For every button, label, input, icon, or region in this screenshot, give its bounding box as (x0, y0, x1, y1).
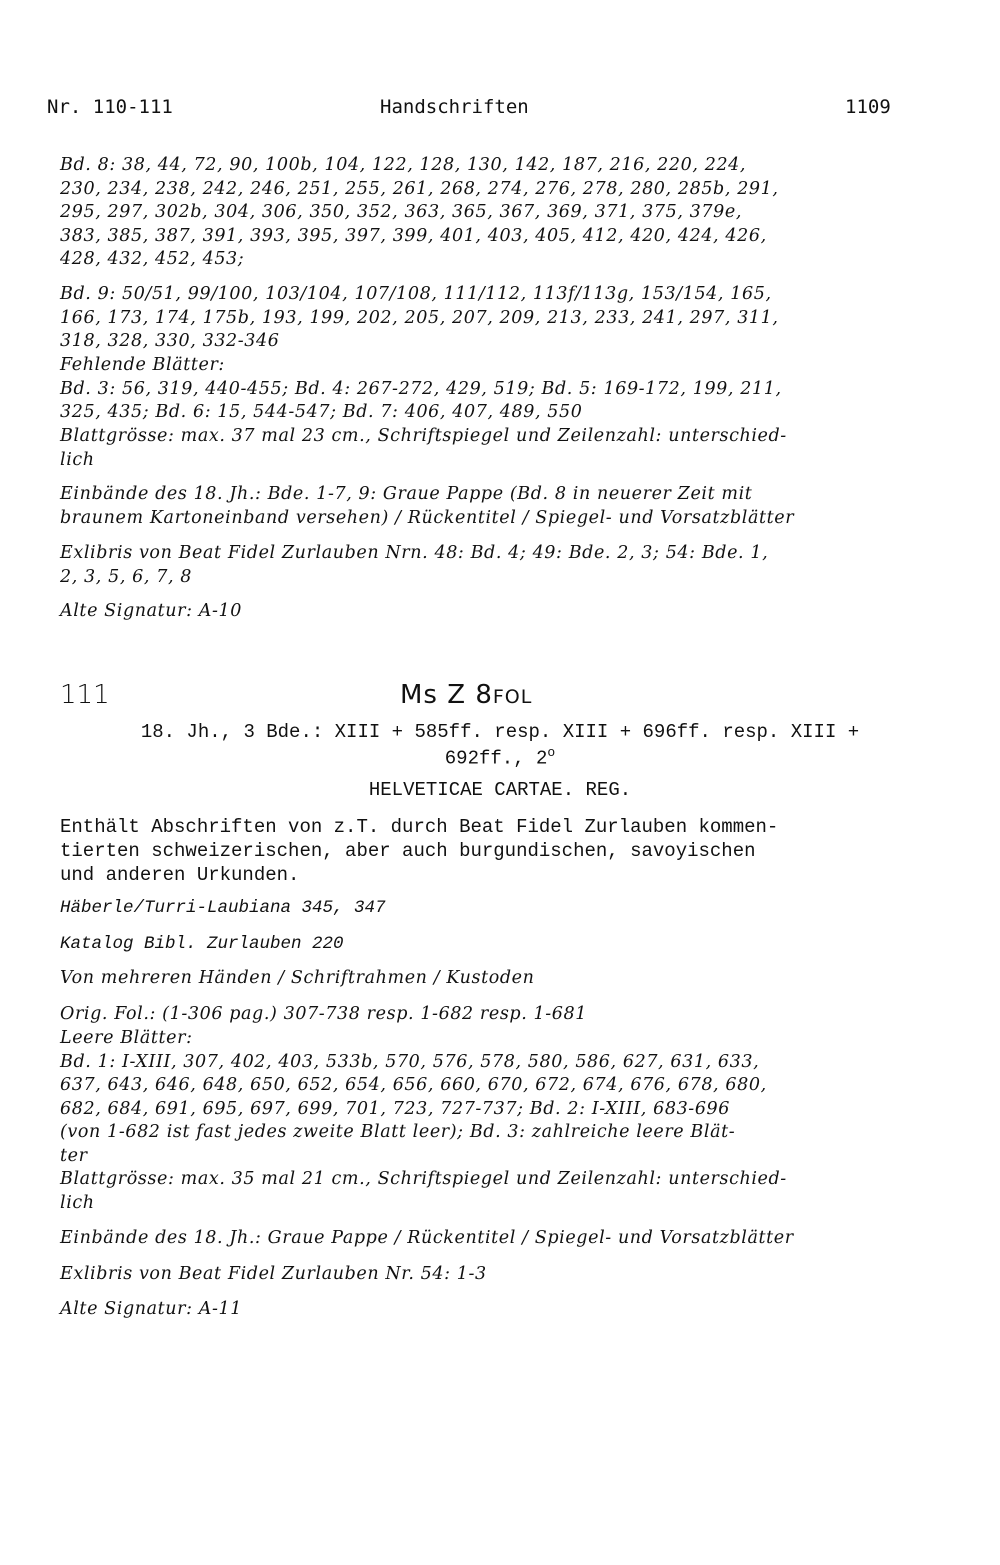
text-line: 318, 328, 330, 332-346 (60, 331, 280, 351)
text-line: Blattgrösse: max. 37 mal 23 cm., Schriftspiegel und Zeilenzahl: unterschied- (60, 426, 787, 446)
entry111-number: 111 (60, 680, 110, 710)
text-line: Enthält Abschriften von z.T. durch Beat Fidel Zurlauben kommen- (60, 816, 779, 838)
text-line: braunem Kartoneinband versehen) / Rückentitel / Spiegel- und Vorsatzblätter (60, 507, 795, 528)
text-line: 295, 297, 302b, 304, 306, 350, 352, 363, 365, 367, 369, 371, 375, 379e, (60, 202, 742, 222)
leere-heading: Leere Blätter: (60, 1028, 193, 1048)
text-line: Bd. 8: 38, 44, 72, 90, 100b, 104, 122, 128, 130, 142, 187, 216, 220, 224, (60, 155, 747, 175)
entry110-bd8-leaves (60, 154, 940, 272)
entry111-content (60, 815, 940, 887)
entry111-exlibris: Exlibris von Beat Fidel Zurlauben Nr. 54: 1-3 (60, 1264, 487, 1284)
text-line: Bd. 1: I-XIII, 307, 402, 403, 533b, 570, 576, 578, 580, 586, 627, 631, 633, (60, 1051, 760, 1072)
text-line: 230, 234, 238, 242, 246, 251, 255, 261, 268, 274, 276, 278, 280, 285b, 291, (60, 178, 779, 199)
entry111-bindings: Einbände des 18. Jh.: Graue Pappe / Rückentitel / Spiegel- und Vorsatzblätter (60, 1228, 794, 1248)
entry110-missing-leaves (60, 354, 940, 425)
entry111-empty-leaves (60, 1027, 940, 1168)
entry111-dating-line2 (0, 745, 1000, 769)
text-line: 383, 385, 387, 391, 393, 395, 397, 399, 401, 403, 405, 412, 420, 424, 426, (60, 225, 767, 246)
entry110-bindings (60, 483, 940, 530)
text-line: 166, 173, 174, 175b, 193, 199, 202, 205, 207, 209, 213, 233, 241, 297, 311, (60, 307, 779, 328)
text-line: 325, 435; Bd. 6: 15, 544-547; Bd. 7: 406, 407, 489, 550 (60, 402, 583, 422)
text-line: 2, 3, 5, 6, 7, 8 (60, 566, 193, 587)
dating-degree: o (547, 745, 556, 760)
text-line: und anderen Urkunden. (60, 864, 300, 886)
text-line: Blattgrösse: max. 35 mal 21 cm., Schriftspiegel und Zeilenzahl: unterschied- (60, 1169, 787, 1189)
fehlende-heading: Fehlende Blätter: (60, 355, 225, 375)
text-line: tierten schweizerischen, aber auch burgundischen, savoyischen (60, 840, 756, 862)
text-line: 428, 432, 452, 453; (60, 249, 245, 269)
shelfmark-main: Ms Z 8 (400, 680, 493, 710)
dating-extent: 692ff., 2 (444, 747, 548, 770)
text-line: Einbände des 18. Jh.: Bde. 1-7, 9: Graue Pappe (Bd. 8 in neuerer Zeit mit (60, 484, 753, 504)
header-entry-range: Nr. 110-111 (47, 96, 173, 118)
entry111-foliation: Orig. Fol.: (1-306 pag.) 307-738 resp. 1-682 resp. 1-681 (60, 1004, 588, 1024)
entry110-bd9-leaves (60, 283, 940, 354)
entry111-old-shelfmark: Alte Signatur: A-11 (60, 1299, 243, 1319)
text-line: Exlibris von Beat Fidel Zurlauben Nrn. 48: Bd. 4; 49: Bde. 2, 3; 54: Bde. 1, (60, 543, 769, 563)
entry111-reference-katalog: Katalog Bibl. Zurlauben 220 (60, 934, 344, 954)
entry111-shelfmark (400, 680, 532, 710)
text-line: lich (60, 1192, 95, 1213)
text-line: 637, 643, 646, 648, 650, 652, 654, 656, 660, 670, 672, 674, 676, 678, 680, (60, 1075, 767, 1095)
text-line: Bd. 3: 56, 319, 440-455; Bd. 4: 267-272, 429, 519; Bd. 5: 169-172, 199, 211, (60, 378, 782, 399)
entry110-old-shelfmark: Alte Signatur: A-10 (60, 601, 243, 621)
entry110-leaf-size (60, 425, 940, 472)
entry111-reference-haeberle: Häberle/Turri-Laubiana 345, 347 (60, 898, 386, 918)
entry110-exlibris (60, 542, 940, 589)
shelfmark-format: FOL (492, 686, 533, 708)
text-line: Bd. 9: 50/51, 99/100, 103/104, 107/108, 111/112, 113f/113g, 153/154, 165, (60, 284, 772, 304)
page-number: 1109 (845, 96, 891, 118)
text-line: 682, 684, 691, 695, 697, 699, 701, 723, 727-737; Bd. 2: I-XIII, 683-696 (60, 1098, 731, 1119)
entry111-title: HELVETICAE CARTAE. REG. (368, 779, 632, 801)
text-line: (von 1-682 ist fast jedes zweite Blatt leer); Bd. 3: zahlreiche leere Blät- (60, 1122, 736, 1142)
entry111-dating-line1: 18. Jh., 3 Bde.: XIII + 585ff. resp. XIII + 696ff. resp. XIII + (140, 721, 860, 743)
text-line: lich (60, 449, 95, 470)
header-section-title: Handschriften (380, 96, 529, 118)
entry111-hands: Von mehreren Händen / Schriftrahmen / Kustoden (60, 968, 535, 988)
text-line: ter (60, 1145, 88, 1166)
entry111-leaf-size (60, 1168, 940, 1215)
